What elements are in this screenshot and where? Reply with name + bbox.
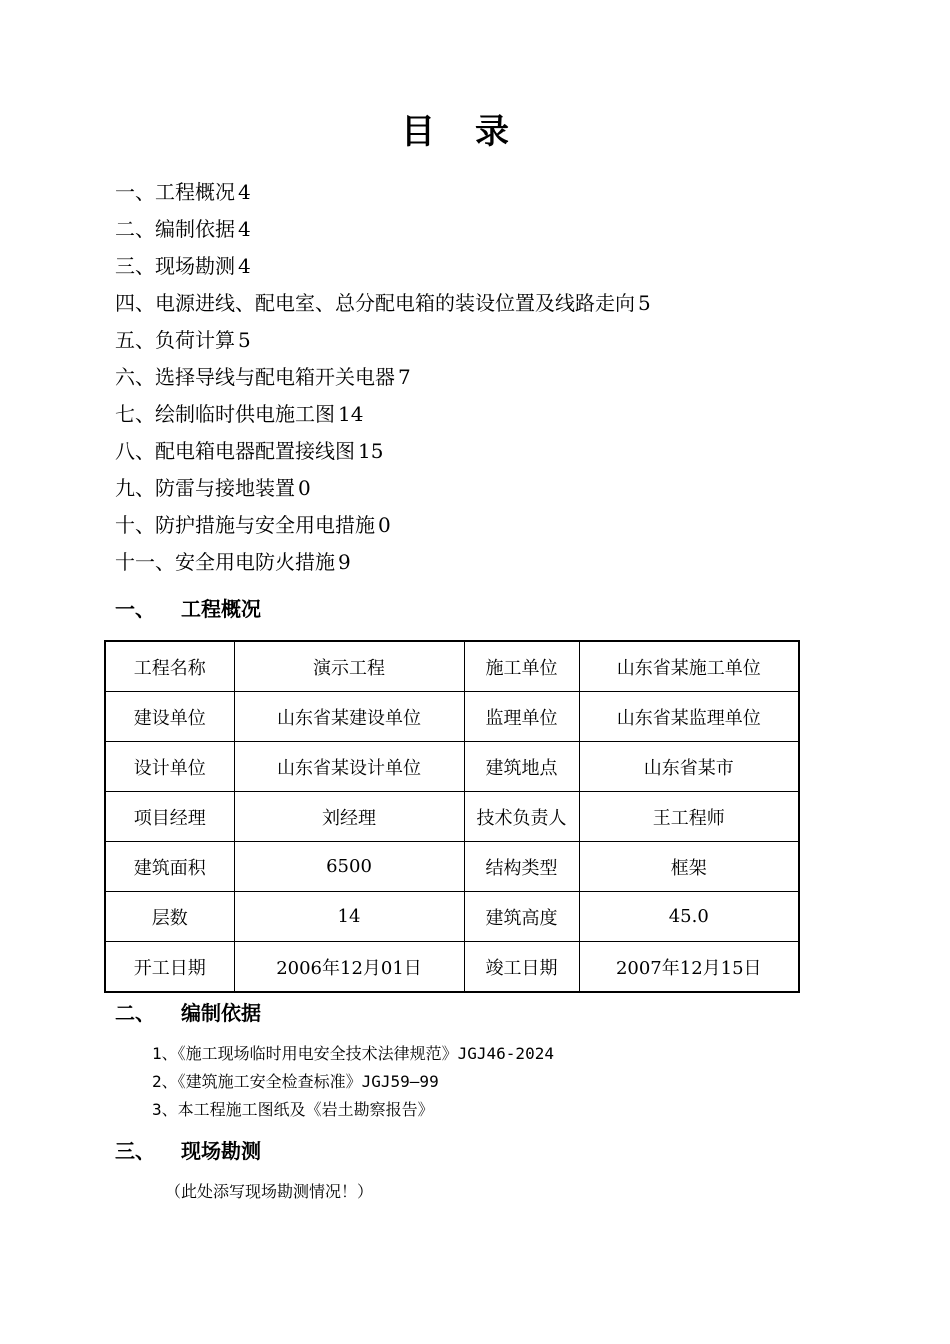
toc-item[interactable]: [115, 174, 651, 211]
section-title: 编制依据: [181, 1001, 261, 1025]
table-cell: 框架: [579, 842, 799, 892]
section-heading-overview: [115, 594, 261, 624]
toc-item-label: 三、现场勘测: [115, 254, 235, 278]
table-cell: 山东省某设计单位: [234, 742, 464, 792]
table-cell: 建筑面积: [105, 842, 234, 892]
table-row: [105, 641, 799, 692]
table-cell: 设计单位: [105, 742, 234, 792]
list-item: 2、《建筑施工安全检查标准》JGJ59—99: [152, 1072, 439, 1091]
table-of-contents: [115, 174, 651, 581]
table-row: [105, 692, 799, 742]
table-cell: 工程名称: [105, 641, 234, 692]
toc-item-page: 15: [358, 439, 384, 463]
table-cell: 施工单位: [464, 641, 579, 692]
table-cell: 2006年12月01日: [234, 942, 464, 993]
table-row: [105, 742, 799, 792]
toc-item-label: 九、防雷与接地装置: [115, 476, 295, 500]
table-cell: 山东省某建设单位: [234, 692, 464, 742]
toc-item-label: 十一、安全用电防火措施: [115, 550, 335, 574]
toc-item-page: 9: [338, 550, 351, 574]
table-cell: 建筑地点: [464, 742, 579, 792]
toc-item-page: 5: [638, 291, 651, 315]
table-cell: 山东省某施工单位: [579, 641, 799, 692]
toc-item[interactable]: [115, 359, 651, 396]
table-cell: 层数: [105, 892, 234, 942]
toc-item-page: 4: [238, 254, 251, 278]
table-cell: 项目经理: [105, 792, 234, 842]
section-number: 一、: [115, 597, 155, 621]
survey-note: （此处添写现场勘测情况！）: [165, 1182, 374, 1201]
toc-item-label: 八、配电箱电器配置接线图: [115, 439, 355, 463]
toc-item-label: 六、选择导线与配电箱开关电器: [115, 365, 395, 389]
table-cell: 建设单位: [105, 692, 234, 742]
table-row: [105, 942, 799, 993]
toc-item-label: 一、工程概况: [115, 180, 235, 204]
table-cell: 建筑高度: [464, 892, 579, 942]
list-item: 1、《施工现场临时用电安全技术法律规范》JGJ46-2024: [152, 1044, 554, 1063]
toc-item[interactable]: [115, 248, 651, 285]
table-cell: 14: [234, 892, 464, 942]
toc-item-page: 5: [238, 328, 251, 352]
table-row: [105, 792, 799, 842]
table-cell: 山东省某市: [579, 742, 799, 792]
table-cell: 刘经理: [234, 792, 464, 842]
toc-item[interactable]: [115, 470, 651, 507]
table-cell: 开工日期: [105, 942, 234, 993]
list-item: 3、本工程施工图纸及《岩土勘察报告》: [152, 1100, 434, 1119]
toc-item-label: 四、电源进线、配电室、总分配电箱的装设位置及线路走向: [115, 291, 635, 315]
table-cell: 45.0: [579, 892, 799, 942]
toc-item[interactable]: [115, 322, 651, 359]
toc-item-page: 4: [238, 180, 251, 204]
toc-item[interactable]: [115, 433, 651, 470]
toc-item-page: 14: [338, 402, 364, 426]
toc-item-page: 7: [398, 365, 411, 389]
table-cell: 竣工日期: [464, 942, 579, 993]
table-row: [105, 842, 799, 892]
table-cell: 2007年12月15日: [579, 942, 799, 993]
table-cell: 结构类型: [464, 842, 579, 892]
toc-item-label: 十、防护措施与安全用电措施: [115, 513, 375, 537]
section-number: 二、: [115, 1001, 155, 1025]
toc-item[interactable]: [115, 211, 651, 248]
toc-item-label: 二、编制依据: [115, 217, 235, 241]
page-title: 目录: [401, 112, 549, 152]
section-heading-survey: [115, 1136, 261, 1166]
toc-item-label: 五、负荷计算: [115, 328, 235, 352]
table-cell: 山东省某监理单位: [579, 692, 799, 742]
table-cell: 技术负责人: [464, 792, 579, 842]
toc-item-page: 4: [238, 217, 251, 241]
toc-item-page: 0: [298, 476, 311, 500]
table-cell: 6500: [234, 842, 464, 892]
toc-item-label: 七、绘制临时供电施工图: [115, 402, 335, 426]
basis-list: [152, 1040, 554, 1124]
toc-item[interactable]: [115, 544, 651, 581]
table-cell: 演示工程: [234, 641, 464, 692]
toc-item-page: 0: [378, 513, 391, 537]
section-title: 现场勘测: [181, 1139, 261, 1163]
table-row: [105, 892, 799, 942]
toc-item[interactable]: [115, 396, 651, 433]
toc-item[interactable]: [115, 285, 651, 322]
project-info-table: [104, 640, 800, 993]
section-title: 工程概况: [181, 597, 261, 621]
toc-item[interactable]: [115, 507, 651, 544]
section-number: 三、: [115, 1139, 155, 1163]
table-cell: 监理单位: [464, 692, 579, 742]
table-cell: 王工程师: [579, 792, 799, 842]
section-heading-basis: [115, 998, 261, 1028]
